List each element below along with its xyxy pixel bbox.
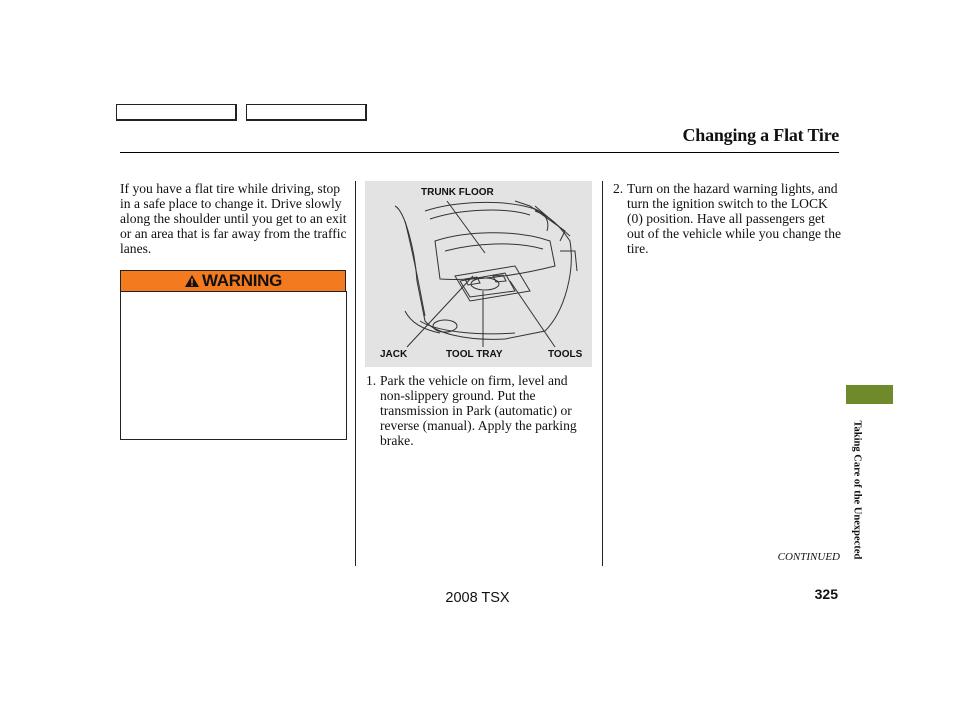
section-side-label: Taking Care of the Unexpected [851,420,863,560]
warning-box [120,291,347,440]
footer-model: 2008 TSX [445,590,510,606]
section-tab[interactable] [846,385,893,404]
warning-label: WARNING [201,271,283,290]
column-divider-1 [355,181,356,566]
step-1-number: 1. [366,373,377,388]
continued-label: CONTINUED [777,551,840,563]
step-1-text: Park the vehicle on firm, level and non-slippery ground. Put the transmission in Park (automatic) or reverse (manual). Apply the parking brake. [380,373,577,448]
trunk-illustration [365,181,592,367]
page-number: 325 [814,586,838,602]
nav-box-1[interactable] [116,104,237,121]
title-rule [120,152,839,153]
nav-box-2[interactable] [246,104,367,121]
trunk-drawing [365,181,592,367]
warning-header [120,270,346,292]
label-trunk-floor: TRUNK FLOOR [421,187,494,198]
label-tools: TOOLS [548,349,583,360]
warning-body [121,292,346,304]
step-2-text: Turn on the hazard warning lights, and turn the ignition switch to the LOCK (0) position. Have all passengers get out of the vehicle while you change the tire. [627,181,842,256]
label-jack: JACK [380,349,408,360]
warning-triangle-icon [184,274,200,288]
page-title: Changing a Flat Tire [682,125,839,145]
label-tool-tray: TOOL TRAY [446,349,503,360]
intro-paragraph: If you have a flat tire while driving, stop in a safe place to change it. Drive slowly along the shoulder until you get to an exit or an area that is far away from the traffic lanes. [120,181,347,256]
column-divider-2 [602,181,603,566]
step-2-number: 2. [613,181,624,196]
